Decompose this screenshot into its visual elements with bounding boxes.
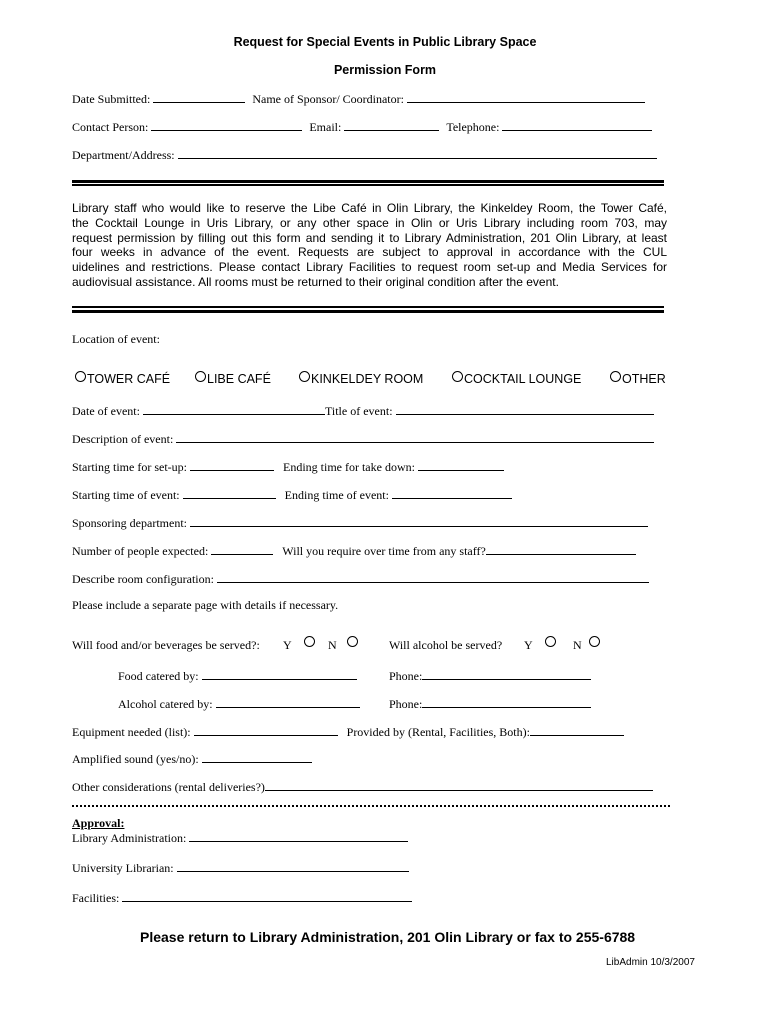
description-label: Description of event:	[72, 432, 174, 446]
contact-person-field[interactable]	[151, 119, 302, 131]
email-field[interactable]	[344, 119, 439, 131]
department-field[interactable]	[178, 147, 657, 159]
alcohol-no-radio-icon[interactable]	[589, 636, 600, 647]
alcohol-catered-label: Alcohol catered by:	[118, 697, 213, 711]
event-title-field[interactable]	[396, 403, 654, 415]
location-label: Location of event:	[72, 332, 160, 346]
facilities-row	[72, 890, 412, 906]
option-label: TOWER CAFÉ	[87, 372, 171, 386]
setup-start-label: Starting time for set-up:	[72, 460, 187, 474]
radio-icon[interactable]	[299, 371, 310, 382]
takedown-end-field[interactable]	[418, 459, 504, 471]
dotted-divider	[72, 805, 670, 807]
no-label: N	[328, 638, 337, 652]
food-catered-row	[118, 668, 357, 684]
facilities-label: Facilities:	[72, 891, 120, 905]
sponsor-field[interactable]	[407, 91, 645, 103]
intro-line: four weeks in advance of the event. Requests are subject to approval in accordance with the CUL	[72, 245, 667, 260]
people-expected-field[interactable]	[211, 543, 273, 555]
food-no-radio-icon[interactable]	[347, 636, 358, 647]
no-label: N	[573, 638, 582, 652]
radio-icon[interactable]	[195, 371, 206, 382]
alcohol-catered-row	[118, 696, 360, 712]
approval-heading: Approval:	[72, 816, 125, 830]
sponsor-label: Name of Sponsor/ Coordinator:	[252, 92, 404, 106]
location-option-other[interactable]	[610, 371, 666, 386]
date-submitted-field[interactable]	[153, 91, 245, 103]
radio-icon[interactable]	[75, 371, 86, 382]
sponsoring-dept-row	[72, 515, 648, 531]
yes-label: Y	[283, 638, 292, 652]
location-option-tower-cafe[interactable]	[75, 371, 170, 386]
equipment-needed-label: Equipment needed (list):	[72, 725, 191, 739]
form-title: Request for Special Events in Public Library Space	[233, 35, 537, 49]
setup-start-field[interactable]	[190, 459, 274, 471]
alcohol-question-label: Will alcohol be served?	[389, 638, 503, 652]
alcohol-phone-row	[389, 696, 591, 712]
food-yes-option[interactable]	[283, 638, 292, 653]
room-config-label: Describe room configuration:	[72, 572, 214, 586]
return-instructions: Please return to Library Administration, 201 Olin Library or fax to 255-6788	[140, 929, 636, 945]
description-row	[72, 431, 654, 447]
university-librarian-signature-field[interactable]	[177, 860, 409, 872]
option-label: COCKTAIL LOUNGE	[464, 372, 582, 386]
library-admin-label: Library Administration:	[72, 831, 187, 845]
intro-line: request permission by filling out this form and sending it to Library Administration, 201 Olin Library, at least	[72, 230, 667, 245]
department-label: Department/Address:	[72, 148, 175, 162]
event-end-label: Ending time of event:	[284, 488, 389, 502]
provided-by-field[interactable]	[530, 724, 624, 736]
other-considerations-row	[72, 779, 653, 795]
equipment-row	[72, 724, 624, 740]
alcohol-catered-field[interactable]	[216, 696, 360, 708]
department-row	[72, 147, 657, 163]
food-catered-field[interactable]	[202, 668, 357, 680]
room-config-row	[72, 571, 649, 587]
contact-person-label: Contact Person:	[72, 120, 149, 134]
event-date-label: Date of event:	[72, 404, 140, 418]
date-submitted-label: Date Submitted:	[72, 92, 151, 106]
location-option-kinkeldey-room[interactable]	[299, 371, 423, 386]
form-version: LibAdmin 10/3/2007	[606, 957, 695, 968]
food-no-option[interactable]	[328, 638, 337, 653]
food-catered-label: Food catered by:	[118, 669, 199, 683]
telephone-field[interactable]	[502, 119, 652, 131]
intro-line: the Cocktail Lounge in Uris Library, or any other space in Olin or Uris Library including room 703, may	[72, 215, 667, 230]
email-label: Email:	[309, 120, 342, 134]
food-question-label: Will food and/or beverages be served?:	[72, 638, 260, 652]
yes-label: Y	[524, 638, 533, 652]
date-submitted-row	[72, 91, 645, 107]
alcohol-yes-option[interactable]	[524, 638, 533, 653]
facilities-signature-field[interactable]	[122, 890, 412, 902]
library-admin-signature-field[interactable]	[189, 830, 408, 842]
radio-icon[interactable]	[610, 371, 621, 382]
food-phone-label: Phone:	[389, 669, 423, 683]
food-phone-field[interactable]	[422, 668, 591, 680]
event-start-field[interactable]	[183, 487, 276, 499]
location-option-cocktail-lounge[interactable]	[452, 371, 581, 386]
setup-row	[72, 459, 504, 475]
location-option-libe-cafe[interactable]	[195, 371, 271, 386]
option-label: KINKELDEY ROOM	[311, 372, 424, 386]
overtime-label: Will you require over time from any staff?	[282, 544, 486, 558]
alcohol-no-option[interactable]	[573, 638, 582, 653]
food-phone-row	[389, 668, 591, 684]
alcohol-phone-label: Phone:	[389, 697, 423, 711]
people-row	[72, 543, 636, 559]
sponsoring-dept-field[interactable]	[190, 515, 648, 527]
university-librarian-label: University Librarian:	[72, 861, 174, 875]
intro-line: uidelines and restrictions. Please contact Library Facilities to request room set-up and Media Services for	[72, 260, 667, 275]
library-admin-row	[72, 830, 408, 846]
alcohol-phone-field[interactable]	[422, 696, 591, 708]
event-time-row	[72, 487, 512, 503]
divider-mid	[72, 306, 664, 313]
divider-top	[72, 180, 664, 186]
option-label: OTHER	[622, 372, 666, 386]
overtime-field[interactable]	[486, 543, 636, 555]
provided-by-label: Provided by (Rental, Facilities, Both):	[346, 725, 530, 739]
food-yes-radio-icon[interactable]	[304, 636, 315, 647]
event-date-field[interactable]	[143, 403, 325, 415]
sponsoring-dept-label: Sponsoring department:	[72, 516, 187, 530]
amplified-sound-row	[72, 751, 312, 767]
separate-page-note: Please include a separate page with details if necessary.	[72, 598, 339, 612]
university-librarian-row	[72, 860, 409, 876]
other-considerations-field[interactable]	[265, 779, 653, 791]
intro-line: audiovisual assistance. All rooms must be returned to their original condition after the event.	[72, 274, 559, 289]
event-date-row	[72, 403, 654, 419]
contact-row	[72, 119, 652, 135]
radio-icon[interactable]	[452, 371, 463, 382]
amplified-sound-field[interactable]	[202, 751, 312, 763]
room-config-field[interactable]	[217, 571, 649, 583]
option-label: LIBE CAFÉ	[207, 372, 271, 386]
intro-paragraph	[72, 201, 667, 290]
telephone-label: Telephone:	[446, 120, 500, 134]
description-field[interactable]	[176, 431, 654, 443]
people-expected-label: Number of people expected:	[72, 544, 209, 558]
takedown-end-label: Ending time for take down:	[282, 460, 415, 474]
event-end-field[interactable]	[392, 487, 512, 499]
event-start-label: Starting time of event:	[72, 488, 180, 502]
form-subtitle: Permission Form	[333, 63, 437, 77]
event-title-label: Title of event:	[324, 404, 393, 418]
intro-line: Library staff who would like to reserve the Libe Café in Olin Library, the Kinkeldey Room, the Tower Café,	[72, 201, 667, 215]
amplified-sound-label: Amplified sound (yes/no):	[72, 752, 199, 766]
alcohol-yes-radio-icon[interactable]	[545, 636, 556, 647]
other-considerations-label: Other considerations (rental deliveries?)	[72, 780, 265, 794]
equipment-needed-field[interactable]	[194, 724, 338, 736]
